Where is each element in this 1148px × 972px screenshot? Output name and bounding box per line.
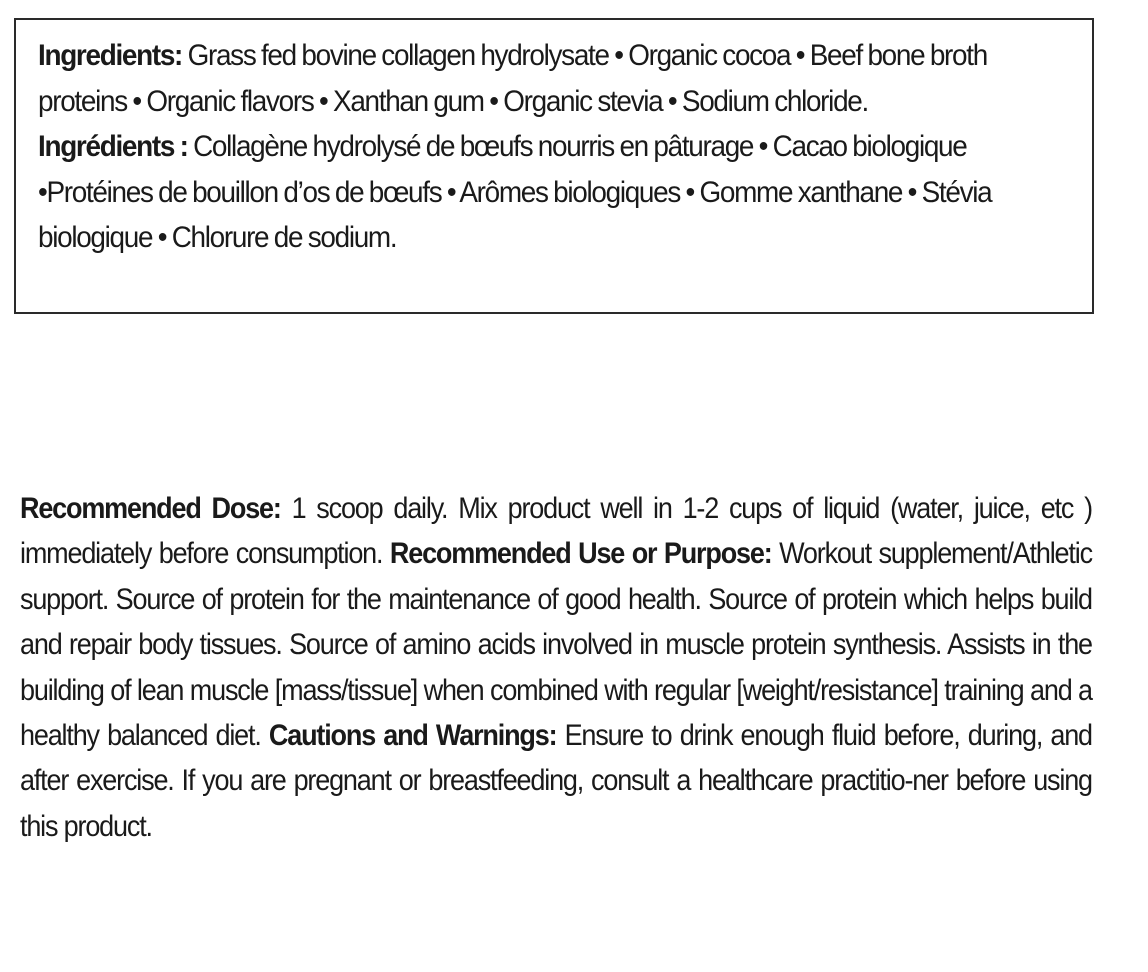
use-label: Recommended Use or Purpose: xyxy=(389,537,772,571)
ingredients-box xyxy=(14,18,1094,314)
cautions-text: Ensure to drink enough fluid before, during, and after exercise. If you are pregnant or breastfeeding, consult a healthcare practitio-ner before using this product. xyxy=(20,719,1092,843)
cautions-label: Cautions and Warnings: xyxy=(268,719,557,753)
use-text: Workout supplement/Athletic support. Source of protein for the maintenance of good health. Source of protein which helps build and repair body tissues. Source of amino acids involved in muscle protein synthesis. Assists in the building of lean muscle [mass/tissue] when combined with regular [weight/resistance] training and a healthy balanced diet. xyxy=(20,537,1092,753)
dose-label: Recommended Dose: xyxy=(20,492,281,525)
dose-text: 1 scoop daily. Mix product well in 1-2 cups of liquid (water, juice, etc ) immediately before consumption. xyxy=(20,492,1092,571)
ingredients-english xyxy=(38,33,1068,124)
ingredients-fr-label: Ingrédients : xyxy=(38,130,188,163)
directions-paragraph xyxy=(20,486,1092,849)
ingredients-label: Ingredients: xyxy=(38,39,183,72)
ingredients-french xyxy=(38,124,1068,261)
ingredients-fr-text: Collagène hydrolysé de bœufs nourris en pâturage • Cacao biologique •Protéines de bouillon d’os de bœufs • Arômes biologiques • Gomme xanthane • Stévia biologique • Chlorure de sodium. xyxy=(38,130,992,254)
ingredients-text: Grass fed bovine collagen hydrolysate • Organic cocoa • Beef bone broth proteins • Organic flavors • Xanthan gum • Organic stevia • Sodium chloride. xyxy=(38,39,987,118)
